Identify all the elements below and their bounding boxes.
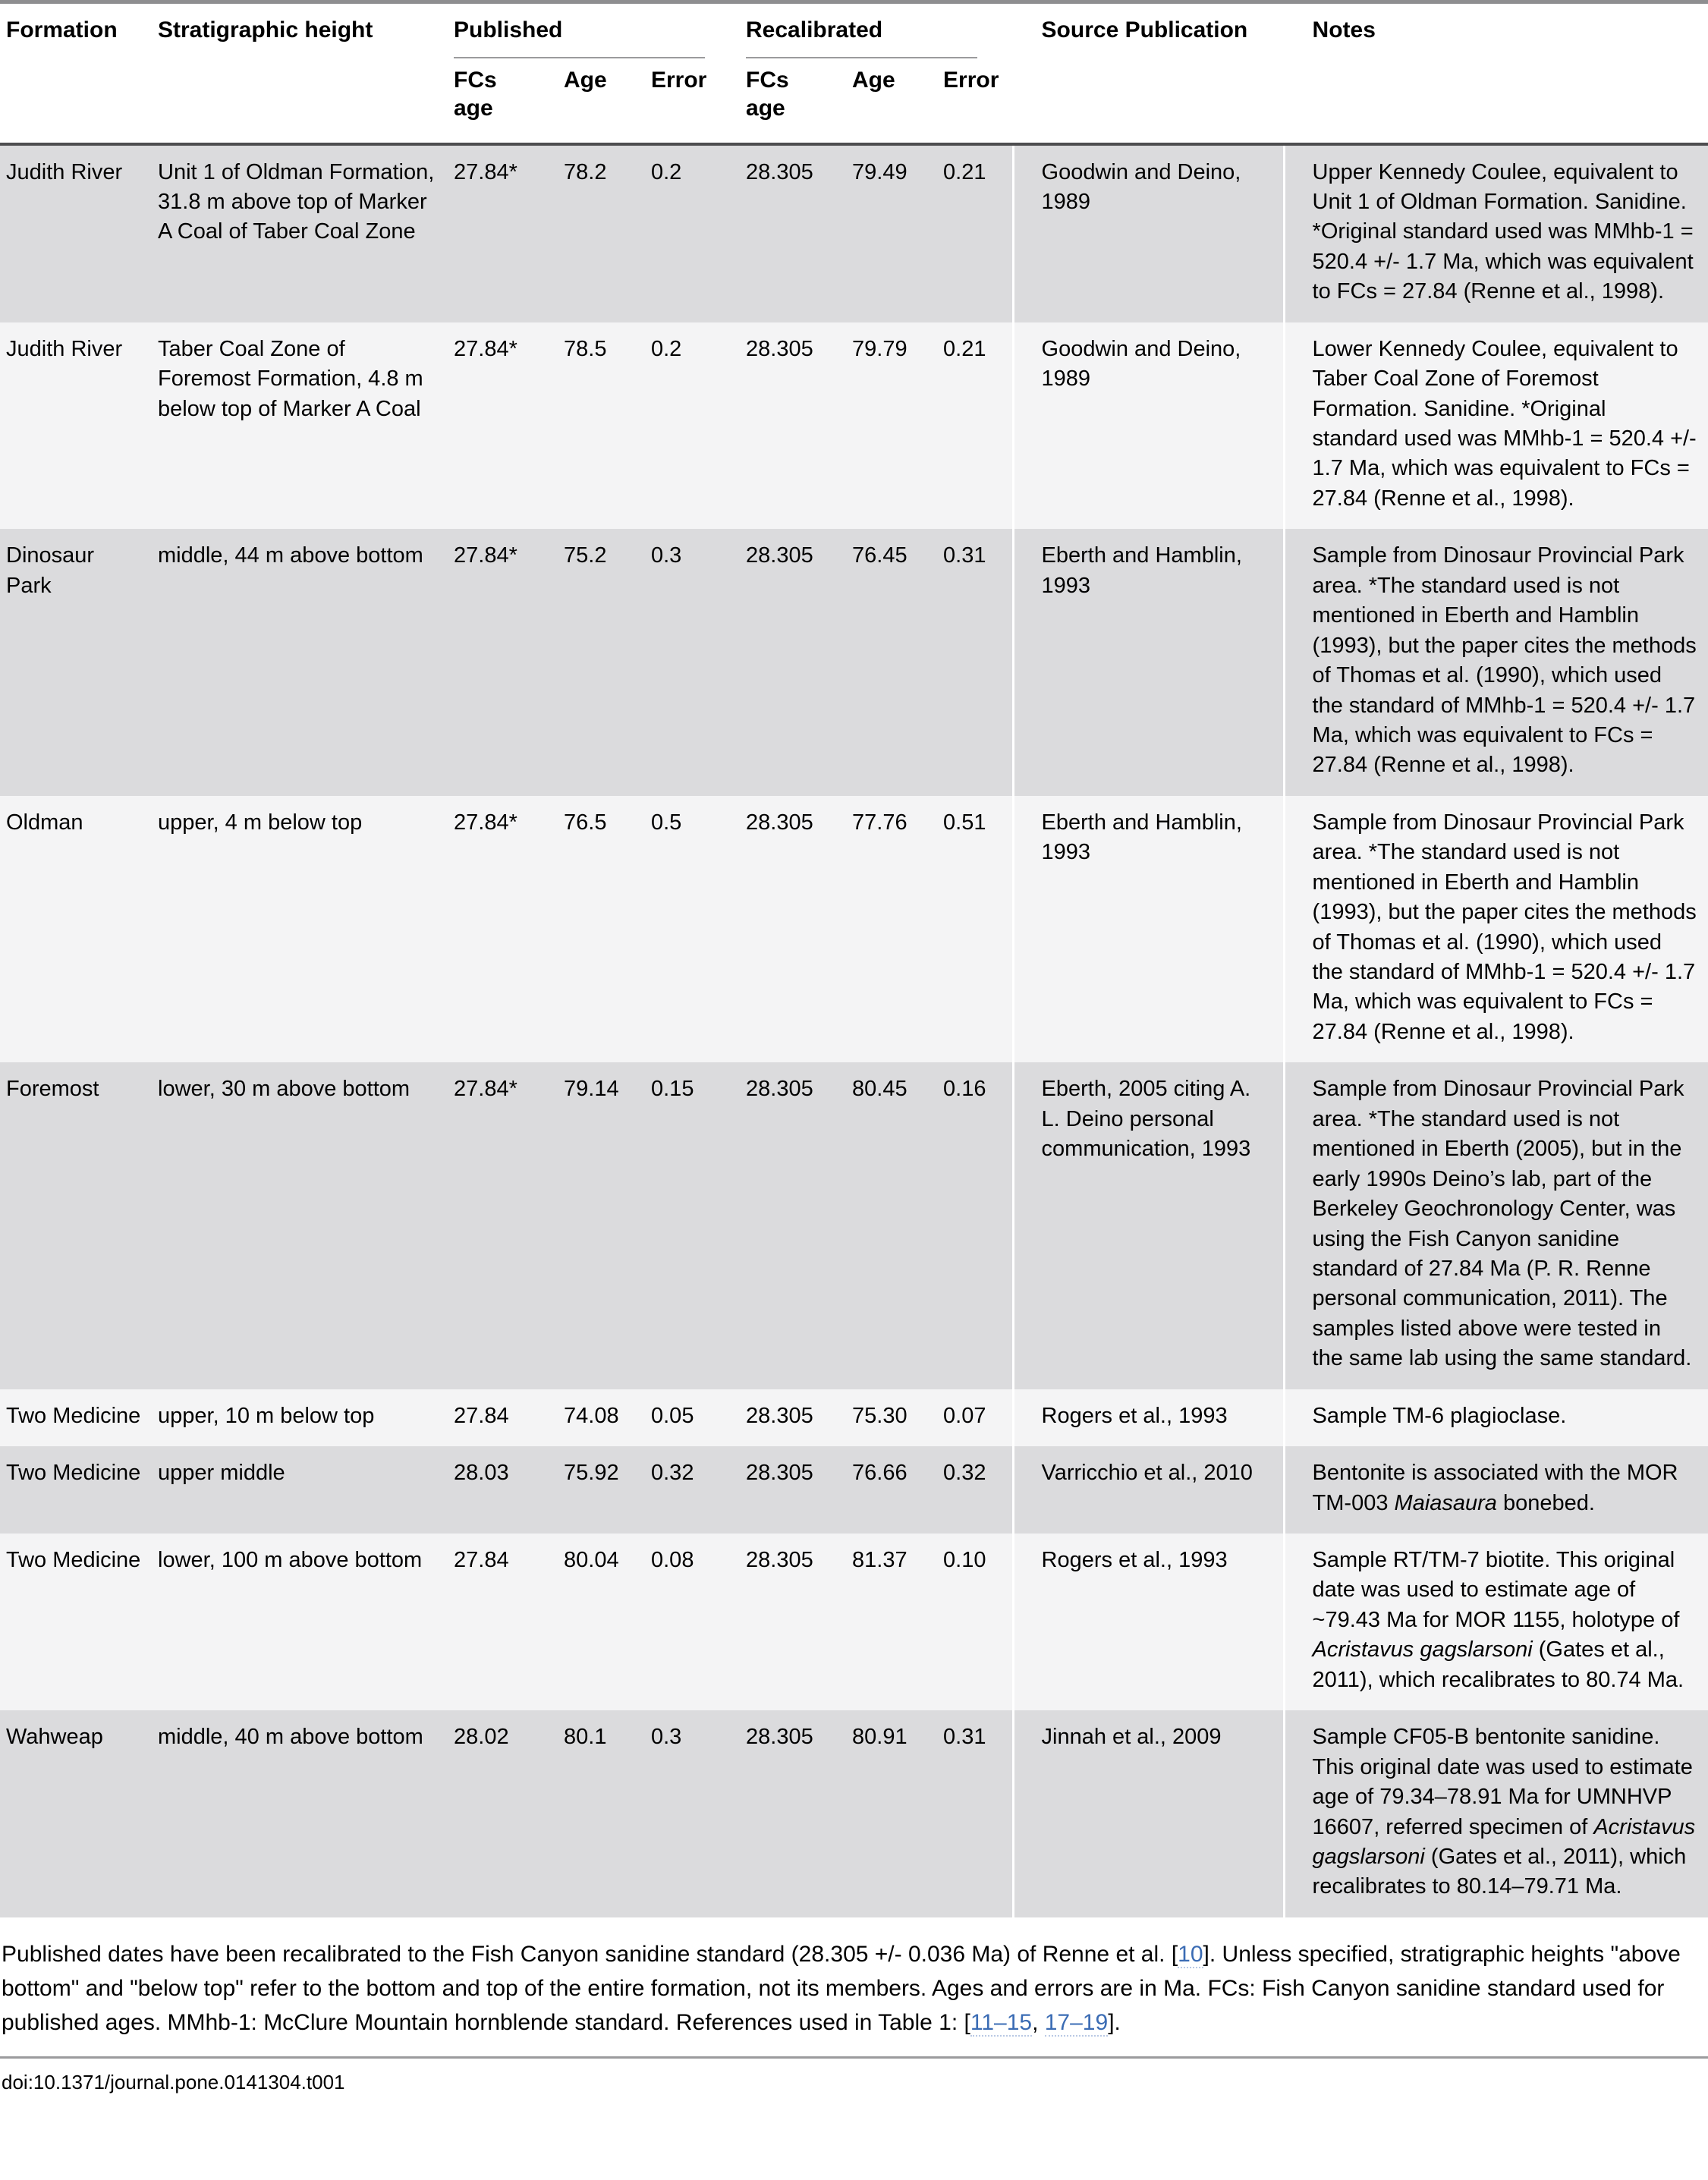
col-header-stratigraphic-height: Stratigraphic height: [152, 2, 448, 144]
col-header-published-fcs-age: FCs age: [448, 63, 558, 144]
recalibrated-age-cell: 76.45: [852, 543, 907, 568]
col-group-published: [448, 2, 740, 63]
recalibrated-fcs-age-cell: 28.305: [746, 1548, 813, 1572]
recalibrated-age-cell: 81.37: [852, 1548, 907, 1572]
published-error-cell: 0.2: [651, 336, 682, 361]
published-fcs-age-cell: 28.03: [454, 1461, 509, 1486]
table-row: [0, 144, 1708, 322]
published-age-cell: 78.5: [564, 336, 607, 361]
formation-cell: Judith River: [6, 159, 123, 184]
notes-cell: Sample from Dinosaur Provincial Park area. *The standard used is not mentioned in Eberth (2005), but in the early 1990s Deino’s lab, part of the Berkeley Geochronology Center, was using the Fish Canyon sanidine standard of 27.84 Ma (P. R. Renne personal communication, 2011). The samples listed above were tested in the same lab using the same standard.: [1284, 1062, 1708, 1389]
strat-height-cell: Taber Coal Zone of Foremost Formation, 4.8 m below top of Marker A Coal: [158, 336, 423, 421]
recalibrated-error-cell: 0.07: [943, 1403, 986, 1428]
notes-cell: Sample RT/TM-7 biotite. This original date was used to estimate age of ~79.43 Ma for MOR 1155, holotype of Acristavus gagslarsoni (Gates et al., 2011), which recalibrates to 80.74 Ma.: [1284, 1534, 1708, 1710]
published-error-cell: 0.05: [651, 1403, 694, 1428]
notes-cell: Sample TM-6 plagioclase.: [1284, 1389, 1708, 1446]
published-error-cell: 0.15: [651, 1077, 694, 1102]
table-row: [0, 1710, 1708, 1917]
doi-line: doi:10.1371/journal.pone.0141304.t001: [2, 2070, 345, 2093]
source-publication-cell: Jinnah et al., 2009: [1013, 1710, 1284, 1917]
recalibrated-age-cell: 79.49: [852, 159, 907, 184]
strat-height-cell: upper middle: [158, 1461, 285, 1486]
published-group-label: Published: [454, 16, 705, 58]
recalibrated-age-cell: 80.45: [852, 1077, 907, 1102]
formation-cell: Two Medicine: [6, 1548, 141, 1572]
table-row: [0, 1389, 1708, 1446]
published-fcs-age-cell: 27.84*: [454, 810, 517, 835]
source-publication-cell: Rogers et al., 1993: [1013, 1534, 1284, 1710]
col-header-recalibrated-fcs-age: FCs age: [740, 63, 846, 144]
published-fcs-age-cell: 28.02: [454, 1725, 509, 1750]
published-fcs-age-cell: 27.84: [454, 1548, 509, 1572]
published-age-cell: 75.92: [564, 1461, 619, 1486]
table-row: [0, 1062, 1708, 1389]
col-group-recalibrated: [740, 2, 1013, 63]
recalibrated-fcs-age-cell: 28.305: [746, 1403, 813, 1428]
recalibrated-fcs-age-cell: 28.305: [746, 1725, 813, 1750]
col-header-formation: Formation: [0, 2, 152, 144]
col-header-published-age: Age: [558, 63, 645, 144]
table-header: [0, 2, 1708, 144]
source-publication-cell: Eberth, 2005 citing A. L. Deino personal communication, 1993: [1013, 1062, 1284, 1389]
formation-cell: Judith River: [6, 336, 123, 361]
published-error-cell: 0.08: [651, 1548, 694, 1572]
table-row: [0, 1534, 1708, 1710]
published-age-cell: 79.14: [564, 1077, 619, 1102]
published-age-cell: 74.08: [564, 1403, 619, 1428]
table-row: [0, 322, 1708, 530]
strat-height-cell: lower, 100 m above bottom: [158, 1548, 423, 1572]
recalibrated-error-cell: 0.32: [943, 1461, 986, 1486]
published-error-cell: 0.2: [651, 159, 682, 184]
table-row: [0, 529, 1708, 796]
published-error-cell: 0.3: [651, 1725, 682, 1750]
recalibrated-fcs-age-cell: 28.305: [746, 1077, 813, 1102]
recalibrated-age-cell: 80.91: [852, 1725, 907, 1750]
recalibrated-error-cell: 0.21: [943, 159, 986, 184]
published-age-cell: 80.1: [564, 1725, 607, 1750]
recalibrated-fcs-age-cell: 28.305: [746, 810, 813, 835]
table-row: [0, 1446, 1708, 1534]
notes-cell: Bentonite is associated with the MOR TM-003 Maiasaura bonebed.: [1284, 1446, 1708, 1534]
source-publication-cell: Varricchio et al., 2010: [1013, 1446, 1284, 1534]
notes-cell: Lower Kennedy Coulee, equivalent to Taber Coal Zone of Foremost Formation. Sanidine. *Original standard used was MMhb-1 = 520.4 +/- 1.7 Ma, which was equivalent to FCs = 27.84 (Renne et al., 1998).: [1284, 322, 1708, 530]
formation-cell: Oldman: [6, 810, 83, 835]
recalibrated-error-cell: 0.31: [943, 543, 986, 568]
source-publication-cell: Goodwin and Deino, 1989: [1013, 144, 1284, 322]
formation-cell: Wahweap: [6, 1725, 103, 1750]
published-age-cell: 78.2: [564, 159, 607, 184]
table-row: [0, 796, 1708, 1063]
formation-cell: Two Medicine: [6, 1461, 141, 1486]
recalibrated-error-cell: 0.10: [943, 1548, 986, 1572]
notes-cell: Sample from Dinosaur Provincial Park area. *The standard used is not mentioned in Eberth and Hamblin (1993), but the paper cites the methods of Thomas et al. (1990), which used the standard of MMhb-1 = 520.4 +/- 1.7 Ma, which was equivalent to FCs = 27.84 (Renne et al., 1998).: [1284, 796, 1708, 1063]
col-header-recalibrated-error: Error: [937, 63, 1013, 144]
source-publication-cell: Goodwin and Deino, 1989: [1013, 322, 1284, 530]
recalibrated-error-cell: 0.16: [943, 1077, 986, 1102]
strat-height-cell: upper, 4 m below top: [158, 810, 363, 835]
strat-height-cell: middle, 40 m above bottom: [158, 1725, 423, 1750]
strat-height-cell: lower, 30 m above bottom: [158, 1077, 410, 1102]
published-fcs-age-cell: 27.84*: [454, 336, 517, 361]
recalibrated-age-cell: 77.76: [852, 810, 907, 835]
ref-link-11-15[interactable]: 11–15: [970, 2009, 1033, 2035]
published-age-cell: 76.5: [564, 810, 607, 835]
recalibrated-error-cell: 0.51: [943, 810, 986, 835]
published-fcs-age-cell: 27.84*: [454, 1077, 517, 1102]
published-fcs-age-cell: 27.84*: [454, 543, 517, 568]
published-fcs-age-cell: 27.84: [454, 1403, 509, 1428]
formation-cell: Dinosaur Park: [6, 543, 95, 598]
recalibrated-age-cell: 79.79: [852, 336, 907, 361]
published-error-cell: 0.5: [651, 810, 682, 835]
source-publication-cell: Eberth and Hamblin, 1993: [1013, 529, 1284, 796]
source-publication-cell: Eberth and Hamblin, 1993: [1013, 796, 1284, 1063]
strat-height-cell: Unit 1 of Oldman Formation, 31.8 m above top of Marker A Coal of Taber Coal Zone: [158, 159, 435, 244]
ref-link-17-19[interactable]: 17–19: [1044, 2009, 1109, 2035]
col-header-source-publication: Source Publication: [1013, 2, 1284, 144]
notes-cell: Upper Kennedy Coulee, equivalent to Unit 1 of Oldman Formation. Sanidine. *Original standard used was MMhb-1 = 520.4 +/- 1.7 Ma, which was equivalent to FCs = 27.84 (Renne et al., 1998).: [1284, 144, 1708, 322]
recalibrated-age-cell: 76.66: [852, 1461, 907, 1486]
notes-cell: Sample CF05-B bentonite sanidine. This original date was used to estimate age of 79.34–78.91 Ma for UMNHVP 16607, referred specimen of Acristavus gagslarsoni (Gates et al., 2011), which recalibrates to 80.14–79.71 Ma.: [1284, 1710, 1708, 1917]
col-header-notes: Notes: [1284, 2, 1708, 144]
notes-cell: Sample from Dinosaur Provincial Park area. *The standard used is not mentioned in Eberth and Hamblin (1993), but the paper cites the methods of Thomas et al. (1990), which used the standard of MMhb-1 = 520.4 +/- 1.7 Ma, which was equivalent to FCs = 27.84 (Renne et al., 1998).: [1284, 529, 1708, 796]
recalibrated-error-cell: 0.31: [943, 1725, 986, 1750]
recalibrated-fcs-age-cell: 28.305: [746, 1461, 813, 1486]
published-age-cell: 80.04: [564, 1548, 619, 1572]
col-header-recalibrated-age: Age: [846, 63, 937, 144]
published-error-cell: 0.3: [651, 543, 682, 568]
recalibrated-fcs-age-cell: 28.305: [746, 159, 813, 184]
source-publication-cell: Rogers et al., 1993: [1013, 1389, 1284, 1446]
published-fcs-age-cell: 27.84*: [454, 159, 517, 184]
table-body: [0, 144, 1708, 1917]
col-header-published-error: Error: [645, 63, 740, 144]
ref-link-10[interactable]: 10: [1178, 1941, 1203, 1967]
recalibrated-group-label: Recalibrated: [746, 16, 977, 58]
recalibrated-fcs-age-cell: 28.305: [746, 336, 813, 361]
recalibrated-fcs-age-cell: 28.305: [746, 543, 813, 568]
strat-height-cell: upper, 10 m below top: [158, 1403, 375, 1428]
published-age-cell: 75.2: [564, 543, 607, 568]
table-caption-note: Published dates have been recalibrated to the Fish Canyon sanidine standard (28.305 +/- 0.036 Ma) of Renne et al. [10]. Unless specified, stratigraphic heights "above bottom" and "below top" refer to the bottom and top of the entire formation, not its members. Ages and errors are in Ma. FCs: Fish Canyon sanidine standard used for published ages. MMhb-1: McClure Mountain hornblende standard. References used in Table 1: [11–15, 17–19].: [2, 1941, 1681, 2035]
formation-cell: Foremost: [6, 1077, 99, 1102]
strat-height-cell: middle, 44 m above bottom: [158, 543, 423, 568]
published-error-cell: 0.32: [651, 1461, 694, 1486]
formation-cell: Two Medicine: [6, 1403, 141, 1428]
recalibrated-age-cell: 75.30: [852, 1403, 907, 1428]
recalibrated-error-cell: 0.21: [943, 336, 986, 361]
